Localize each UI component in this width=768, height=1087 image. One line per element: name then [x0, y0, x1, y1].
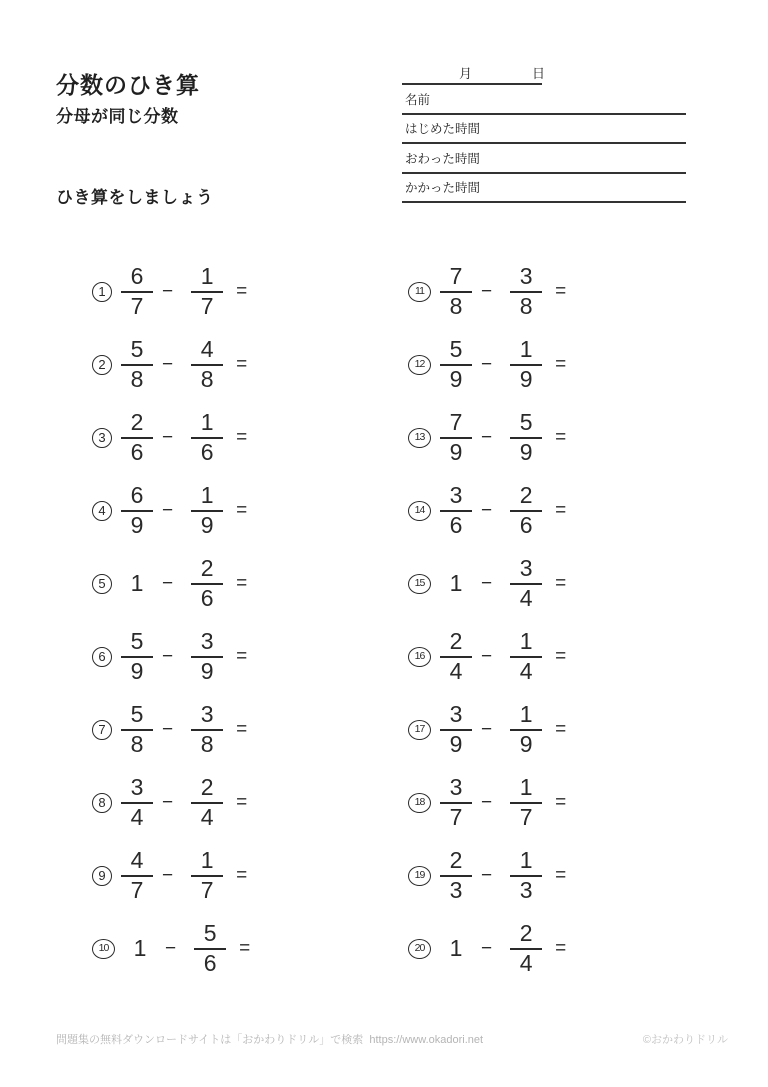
- equals-sign: =: [555, 499, 567, 521]
- numerator: 7: [440, 264, 472, 292]
- denominator: 9: [449, 730, 463, 757]
- problem-row: [92, 620, 250, 693]
- numerator: 5: [510, 410, 542, 438]
- numerator: 7: [440, 410, 472, 438]
- elapsed-time-field-label: かかった時間: [405, 181, 481, 196]
- fraction: [440, 702, 472, 757]
- minus-sign: −: [162, 353, 174, 375]
- numerator: 1: [510, 337, 542, 365]
- numerator: 1: [510, 702, 542, 730]
- minus-sign: −: [481, 499, 493, 521]
- problem-number: 8: [92, 793, 112, 813]
- numerator: 3: [191, 629, 223, 657]
- problem-row: [92, 693, 250, 766]
- equals-sign: =: [555, 280, 567, 302]
- fraction: [191, 629, 223, 684]
- end-time-field-label: おわった時間: [405, 151, 480, 166]
- numerator: 2: [440, 629, 472, 657]
- fraction: [121, 337, 153, 392]
- denominator: 8: [130, 730, 144, 757]
- denominator: 8: [200, 365, 214, 392]
- problem-number: 2: [92, 355, 112, 375]
- fraction: [440, 337, 472, 392]
- denominator: 7: [130, 876, 144, 903]
- numerator: 6: [121, 264, 153, 292]
- operand: [191, 702, 223, 757]
- problem-number: 17: [408, 720, 431, 740]
- fraction: [440, 775, 472, 830]
- operand: [191, 337, 223, 392]
- equals-sign: =: [236, 353, 248, 375]
- operand: [440, 937, 472, 960]
- equals-sign: =: [555, 864, 567, 886]
- operand: [440, 264, 472, 319]
- denominator: 7: [200, 876, 214, 903]
- operand: [121, 410, 153, 465]
- end-time-field-row: [402, 144, 686, 174]
- equals-sign: =: [555, 937, 567, 959]
- start-time-field-label: はじめた時間: [405, 122, 481, 137]
- fraction: [121, 410, 153, 465]
- minus-sign: −: [162, 572, 174, 594]
- minus-sign: −: [481, 791, 493, 813]
- fraction: [440, 410, 472, 465]
- problem-number: 5: [92, 574, 112, 594]
- fraction: [191, 556, 223, 611]
- numerator: 2: [510, 921, 542, 949]
- problem-row: [408, 401, 566, 474]
- equals-sign: =: [555, 645, 567, 667]
- fraction: [121, 848, 153, 903]
- day-label: 日: [532, 66, 546, 81]
- operand: [191, 556, 223, 611]
- problem-number: 11: [408, 282, 431, 302]
- fraction: [510, 483, 542, 538]
- operand: [510, 775, 542, 830]
- month-label: 月: [459, 66, 473, 81]
- operand: [121, 483, 153, 538]
- minus-sign: −: [481, 864, 493, 886]
- equals-sign: =: [555, 718, 567, 740]
- numerator: 2: [510, 483, 542, 511]
- whole-number: 1: [130, 570, 144, 596]
- problem-row: [92, 255, 250, 328]
- operand: [510, 483, 542, 538]
- equals-sign: =: [236, 426, 248, 448]
- operand: [121, 848, 153, 903]
- denominator: 7: [449, 803, 463, 830]
- denominator: 6: [449, 511, 463, 538]
- minus-sign: −: [481, 572, 493, 594]
- operand: [510, 264, 542, 319]
- denominator: 4: [519, 949, 533, 976]
- minus-sign: −: [162, 426, 174, 448]
- fraction: [191, 264, 223, 319]
- denominator: 6: [200, 584, 214, 611]
- equals-sign: =: [555, 572, 567, 594]
- denominator: 9: [519, 365, 533, 392]
- numerator: 1: [510, 848, 542, 876]
- denominator: 4: [519, 657, 533, 684]
- operand: [440, 337, 472, 392]
- problem-row: [408, 547, 566, 620]
- fraction: [191, 775, 223, 830]
- fraction: [191, 410, 223, 465]
- operand: [191, 264, 223, 319]
- page-subtitle: 分母が同じ分数: [56, 107, 179, 127]
- operand: [510, 629, 542, 684]
- numerator: 2: [191, 556, 223, 584]
- info-form: [402, 56, 686, 203]
- equals-sign: =: [236, 791, 248, 813]
- denominator: 9: [449, 438, 463, 465]
- operand: [194, 921, 226, 976]
- fraction: [121, 629, 153, 684]
- problem-row: [408, 839, 566, 912]
- fraction: [440, 848, 472, 903]
- minus-sign: −: [481, 280, 493, 302]
- equals-sign: =: [236, 864, 248, 886]
- problem-number: 15: [408, 574, 431, 594]
- problem-row: [408, 912, 566, 985]
- equals-sign: =: [555, 353, 567, 375]
- problem-number: 10: [92, 939, 115, 959]
- numerator: 6: [121, 483, 153, 511]
- denominator: 9: [519, 730, 533, 757]
- denominator: 9: [130, 511, 144, 538]
- denominator: 6: [200, 438, 214, 465]
- numerator: 2: [191, 775, 223, 803]
- problem-row: [92, 547, 250, 620]
- numerator: 3: [191, 702, 223, 730]
- numerator: 3: [440, 483, 472, 511]
- problem-number: 12: [408, 355, 431, 375]
- operand: [191, 848, 223, 903]
- problem-number: 16: [408, 647, 431, 667]
- problem-number: 1: [92, 282, 112, 302]
- equals-sign: =: [236, 645, 248, 667]
- fraction: [440, 629, 472, 684]
- equals-sign: =: [239, 937, 251, 959]
- problem-number: 19: [408, 866, 431, 886]
- denominator: 6: [519, 511, 533, 538]
- elapsed-time-field-row: [402, 174, 686, 204]
- operand: [191, 410, 223, 465]
- problem-row: [92, 474, 250, 547]
- denominator: 7: [200, 292, 214, 319]
- operand: [121, 629, 153, 684]
- equals-sign: =: [555, 426, 567, 448]
- minus-sign: −: [481, 718, 493, 740]
- fraction: [121, 264, 153, 319]
- equals-sign: =: [236, 572, 248, 594]
- denominator: 4: [200, 803, 214, 830]
- denominator: 8: [519, 292, 533, 319]
- problems-column-left: [92, 255, 250, 985]
- name-field-row: [402, 85, 686, 115]
- problem-number: 13: [408, 428, 431, 448]
- fraction: [121, 775, 153, 830]
- problem-row: [408, 255, 566, 328]
- minus-sign: −: [481, 353, 493, 375]
- denominator: 8: [449, 292, 463, 319]
- numerator: 5: [121, 337, 153, 365]
- denominator: 6: [130, 438, 144, 465]
- problem-row: [408, 766, 566, 839]
- denominator: 4: [519, 584, 533, 611]
- equals-sign: =: [236, 718, 248, 740]
- minus-sign: −: [165, 937, 177, 959]
- operand: [510, 848, 542, 903]
- operand: [121, 572, 153, 595]
- equals-sign: =: [236, 499, 248, 521]
- denominator: 8: [200, 730, 214, 757]
- problem-row: [92, 328, 250, 401]
- minus-sign: −: [162, 280, 174, 302]
- operand: [440, 572, 472, 595]
- fraction: [510, 629, 542, 684]
- footer-copyright: ©おかわりドリル: [642, 1034, 728, 1046]
- numerator: 3: [121, 775, 153, 803]
- denominator: 9: [519, 438, 533, 465]
- numerator: 5: [440, 337, 472, 365]
- denominator: 9: [200, 511, 214, 538]
- problem-number: 4: [92, 501, 112, 521]
- equals-sign: =: [236, 280, 248, 302]
- problem-number: 6: [92, 647, 112, 667]
- fraction: [510, 337, 542, 392]
- operand: [440, 775, 472, 830]
- denominator: 9: [130, 657, 144, 684]
- fraction: [510, 410, 542, 465]
- numerator: 5: [194, 921, 226, 949]
- problem-row: [92, 401, 250, 474]
- problem-number: 18: [408, 793, 431, 813]
- operand: [121, 337, 153, 392]
- numerator: 3: [440, 702, 472, 730]
- denominator: 4: [449, 657, 463, 684]
- problems-column-right: [408, 255, 566, 985]
- numerator: 1: [191, 410, 223, 438]
- fraction: [510, 556, 542, 611]
- problem-row: [408, 474, 566, 547]
- operand: [121, 264, 153, 319]
- denominator: 9: [449, 365, 463, 392]
- minus-sign: −: [162, 718, 174, 740]
- instruction-text: ひき算をしましょう: [56, 188, 214, 207]
- numerator: 1: [191, 848, 223, 876]
- numerator: 1: [510, 629, 542, 657]
- denominator: 4: [130, 803, 144, 830]
- numerator: 1: [191, 483, 223, 511]
- fraction: [121, 483, 153, 538]
- name-field-label: 名前: [405, 92, 431, 107]
- problem-number: 9: [92, 866, 112, 886]
- problem-row: [92, 766, 250, 839]
- operand: [440, 410, 472, 465]
- operand: [191, 483, 223, 538]
- numerator: 3: [510, 264, 542, 292]
- problem-row: [408, 693, 566, 766]
- operand: [191, 775, 223, 830]
- denominator: 3: [519, 876, 533, 903]
- whole-number: 1: [133, 935, 147, 961]
- operand: [510, 702, 542, 757]
- operand: [124, 937, 156, 960]
- operand: [510, 410, 542, 465]
- minus-sign: −: [162, 864, 174, 886]
- numerator: 5: [121, 629, 153, 657]
- operand: [440, 702, 472, 757]
- fraction: [191, 848, 223, 903]
- fraction: [191, 702, 223, 757]
- problem-number: 14: [408, 501, 431, 521]
- numerator: 1: [191, 264, 223, 292]
- numerator: 4: [121, 848, 153, 876]
- operand: [121, 775, 153, 830]
- numerator: 4: [191, 337, 223, 365]
- fraction: [121, 702, 153, 757]
- numerator: 2: [121, 410, 153, 438]
- footer-note: 問題集の無料ダウンロードサイトは「おかわりドリル」で検索 https://www.okadori.net: [56, 1034, 484, 1046]
- page-title: 分数のひき算: [56, 72, 200, 99]
- operand: [510, 556, 542, 611]
- fraction: [440, 264, 472, 319]
- fraction: [510, 848, 542, 903]
- problem-number: 7: [92, 720, 112, 740]
- operand: [191, 629, 223, 684]
- fraction: [510, 921, 542, 976]
- operand: [121, 702, 153, 757]
- fraction: [191, 483, 223, 538]
- date-row: [402, 56, 546, 85]
- problem-number: 3: [92, 428, 112, 448]
- denominator: 6: [203, 949, 217, 976]
- whole-number: 1: [449, 935, 463, 961]
- fraction: [510, 702, 542, 757]
- fraction: [194, 921, 226, 976]
- problem-row: [92, 839, 250, 912]
- operand: [440, 483, 472, 538]
- minus-sign: −: [481, 937, 493, 959]
- problem-row: [408, 328, 566, 401]
- whole-number: 1: [449, 570, 463, 596]
- denominator: 8: [130, 365, 144, 392]
- numerator: 3: [510, 556, 542, 584]
- numerator: 5: [121, 702, 153, 730]
- minus-sign: −: [481, 645, 493, 667]
- denominator: 7: [130, 292, 144, 319]
- operand: [440, 629, 472, 684]
- equals-sign: =: [555, 791, 567, 813]
- problem-row: [92, 912, 250, 985]
- operand: [440, 848, 472, 903]
- denominator: 7: [519, 803, 533, 830]
- denominator: 3: [449, 876, 463, 903]
- denominator: 9: [200, 657, 214, 684]
- minus-sign: −: [162, 791, 174, 813]
- minus-sign: −: [481, 426, 493, 448]
- fraction: [440, 483, 472, 538]
- operand: [510, 337, 542, 392]
- numerator: 3: [440, 775, 472, 803]
- fraction: [510, 775, 542, 830]
- numerator: 2: [440, 848, 472, 876]
- operand: [510, 921, 542, 976]
- problem-number: 20: [408, 939, 431, 959]
- fraction: [191, 337, 223, 392]
- minus-sign: −: [162, 499, 174, 521]
- numerator: 1: [510, 775, 542, 803]
- start-time-field-row: [402, 115, 686, 145]
- fraction: [510, 264, 542, 319]
- problem-row: [408, 620, 566, 693]
- minus-sign: −: [162, 645, 174, 667]
